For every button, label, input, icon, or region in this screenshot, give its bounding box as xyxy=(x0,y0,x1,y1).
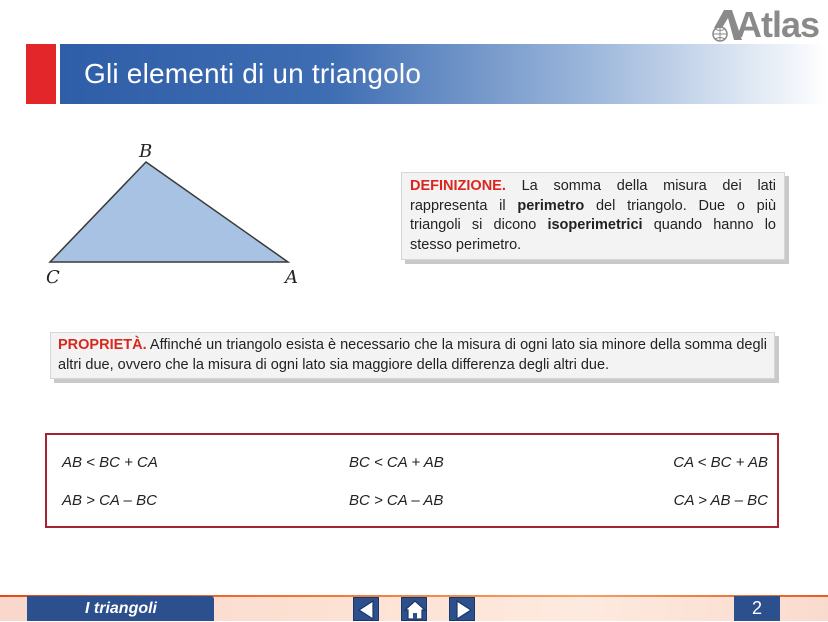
triangle-figure xyxy=(40,138,310,290)
triangle-shape xyxy=(50,162,288,262)
definition-text-2: del triangolo. Due o più triangoli si dicono xyxy=(410,197,777,233)
vertex-b-label: B xyxy=(139,141,153,162)
arrow-left-icon xyxy=(354,598,380,622)
section-label: I triangoli xyxy=(85,600,157,617)
property-box xyxy=(50,332,775,379)
formula-bc-lt: BC < CA + AB xyxy=(349,454,444,471)
logo-wordmark: Atlas xyxy=(736,4,820,45)
page-number: 2 xyxy=(751,598,762,618)
home-button[interactable] xyxy=(401,597,427,621)
property-text: Affinché un triangolo esista è necessario che la misura di ogni lato sia minore della somma degli altri due, ovvero che la misura di ogni lato sia maggiore della differenza degli altri due. xyxy=(58,337,767,373)
page-title: Gli elementi di un triangolo xyxy=(84,58,422,89)
formula-ca-gt: CA > AB – BC xyxy=(673,492,768,509)
definition-text-3: quando hanno lo stesso perimetro. xyxy=(410,217,776,253)
arrow-right-icon xyxy=(450,598,476,622)
definition-label: DEFINIZIONE. xyxy=(410,178,506,194)
title-accent xyxy=(26,44,56,104)
home-icon xyxy=(402,598,428,622)
definition-bold-isoperimetrici: isoperimetrici xyxy=(547,217,643,233)
vertex-c-label: C xyxy=(46,267,60,288)
formula-bc-gt: BC > CA – AB xyxy=(349,492,444,509)
formula-ab-lt: AB < BC + CA xyxy=(62,454,158,471)
formula-ca-lt: CA < BC + AB xyxy=(673,454,768,471)
next-button[interactable] xyxy=(449,597,475,621)
formulas-box xyxy=(45,433,779,528)
definition-bold-perimetro: perimetro xyxy=(517,197,585,214)
prev-button[interactable] xyxy=(353,597,379,621)
property-label: PROPRIETÀ. xyxy=(58,337,147,353)
definition-text-1: La somma della misura dei lati rappresenta il xyxy=(410,178,776,214)
definition-box xyxy=(401,172,785,260)
formula-ab-gt: AB > CA – BC xyxy=(62,492,157,509)
vertex-a-label: A xyxy=(285,267,298,288)
